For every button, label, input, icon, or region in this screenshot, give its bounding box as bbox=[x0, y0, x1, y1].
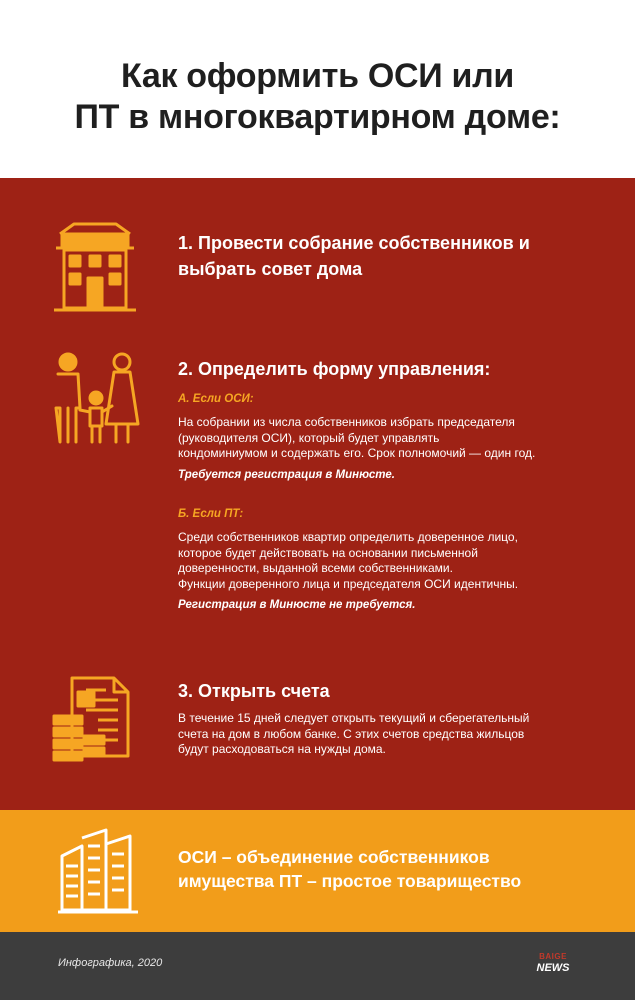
title-line-2: ПТ в многоквартирном доме: bbox=[74, 98, 561, 136]
step-3-line: будут расходоваться на нужды дома. bbox=[178, 742, 386, 757]
option-b-line: которое будет действовать на основании письменной bbox=[178, 545, 478, 560]
option-a-line: На собрании из числа собственников избрать председателя bbox=[178, 415, 515, 429]
step-3-line: В течение 15 дней следует открыть текущий и сберегательный bbox=[178, 711, 530, 725]
title-line-1: Как оформить ОСИ или bbox=[120, 57, 515, 95]
step-3-text bbox=[178, 711, 618, 758]
summary-text bbox=[178, 845, 618, 893]
house-icon bbox=[52, 222, 138, 314]
summary-line-2: имущества ПТ – простое товарищество bbox=[178, 871, 522, 891]
logo-top-text: BAIGE bbox=[539, 952, 567, 961]
option-a-line: (руководителя ОСИ), который будет управлять bbox=[178, 430, 440, 445]
page-title bbox=[0, 56, 635, 138]
option-a-text bbox=[178, 415, 618, 462]
document-coins-icon bbox=[52, 676, 140, 762]
option-a-line: кондоминиумом и содержать его. Срок полномочий — один год. bbox=[178, 446, 536, 461]
summary-line-1: ОСИ – объединение собственников bbox=[178, 847, 490, 867]
step-2-title: 2. Определить форму управления: bbox=[178, 359, 491, 379]
option-a-emphasis: Требуется регистрация в Минюсте. bbox=[178, 469, 395, 481]
option-b-line: доверенности, выданной всеми собственниками. bbox=[178, 561, 453, 576]
infographic-credit: Инфографика, 2020 bbox=[58, 957, 163, 969]
option-b-emphasis: Регистрация в Минюсте не требуется. bbox=[178, 599, 416, 611]
option-a-heading: А. Если ОСИ: bbox=[178, 393, 254, 405]
baige-news-logo[interactable] bbox=[530, 952, 576, 980]
option-b-heading: Б. Если ПТ: bbox=[178, 508, 244, 520]
option-b-line: Функции доверенного лица и председателя ОСИ идентичны. bbox=[178, 576, 519, 591]
step-1-title-line-1: 1. Провести собрание собственников и bbox=[178, 233, 530, 253]
step-1-title-line-2: выбрать совет дома bbox=[178, 259, 363, 279]
option-b-line: Среди собственников квартир определить доверенное лицо, bbox=[178, 530, 518, 544]
logo-bottom-text: NEWS bbox=[536, 962, 570, 974]
family-icon bbox=[50, 350, 142, 446]
option-b-text bbox=[178, 530, 618, 592]
header bbox=[0, 0, 635, 178]
step-3-line: счета на дом в любом банке. С этих счетов средства жильцов bbox=[178, 726, 525, 741]
buildings-icon bbox=[56, 826, 140, 916]
step-1-title bbox=[178, 230, 608, 282]
step-3-title: 3. Открыть счета bbox=[178, 681, 330, 701]
